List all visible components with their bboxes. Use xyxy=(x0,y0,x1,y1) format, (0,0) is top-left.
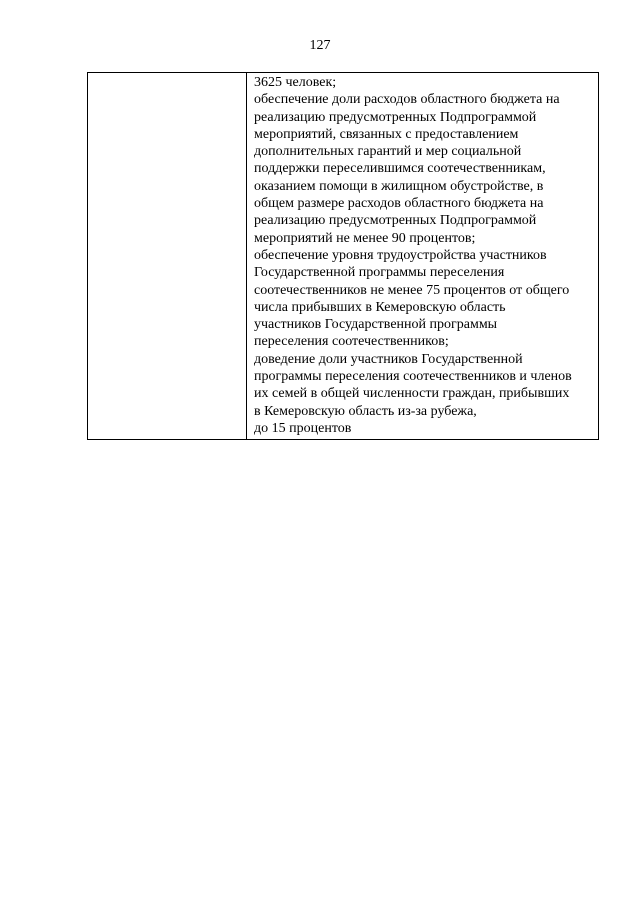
cell-text-line: участников Государственной программы xyxy=(254,317,498,333)
cell-text-line: поддержки переселившимся соотечественникам, xyxy=(254,161,546,177)
cell-text-line: переселения соотечественников; xyxy=(254,334,449,350)
cell-text-line: мероприятий, связанных с предоставлением xyxy=(254,126,519,142)
cell-text-line: обеспечение уровня трудоустройства участников xyxy=(254,247,547,263)
table-cell-right xyxy=(247,73,599,440)
cell-text-line: соотечественников не менее 75 процентов от общего xyxy=(254,282,570,298)
cell-text-line: в Кемеровскую область из-за рубежа, xyxy=(254,403,477,419)
cell-text-line: реализацию предусмотренных Подпрограммой xyxy=(254,109,537,125)
cell-text-line: реализацию предусмотренных Подпрограммой xyxy=(254,213,537,229)
document-table xyxy=(87,72,599,440)
cell-text-line: их семей в общей численности граждан, прибывших xyxy=(254,386,570,402)
cell-text-line: 3625 человек; xyxy=(254,75,337,90)
cell-text-line: числа прибывших в Кемеровскую область xyxy=(254,299,506,315)
cell-text-line: общем размере расходов областного бюджета на xyxy=(254,196,544,212)
page-number: 127 xyxy=(309,38,331,53)
cell-text-line: мероприятий не менее 90 процентов; xyxy=(254,230,476,246)
cell-text-line: дополнительных гарантий и мер социальной xyxy=(254,144,522,160)
table-row xyxy=(88,73,599,440)
table-cell-left xyxy=(88,73,247,440)
cell-text-line: программы переселения соотечественников и членов xyxy=(254,369,572,385)
cell-text-line: Государственной программы переселения xyxy=(254,265,505,281)
cell-text-line: оказанием помощи в жилищном обустройстве, в xyxy=(254,178,544,194)
cell-text-line: обеспечение доли расходов областного бюджета на xyxy=(254,92,560,108)
cell-text-line: до 15 процентов xyxy=(254,420,352,436)
cell-text-line: доведение доли участников Государственной xyxy=(254,351,523,367)
